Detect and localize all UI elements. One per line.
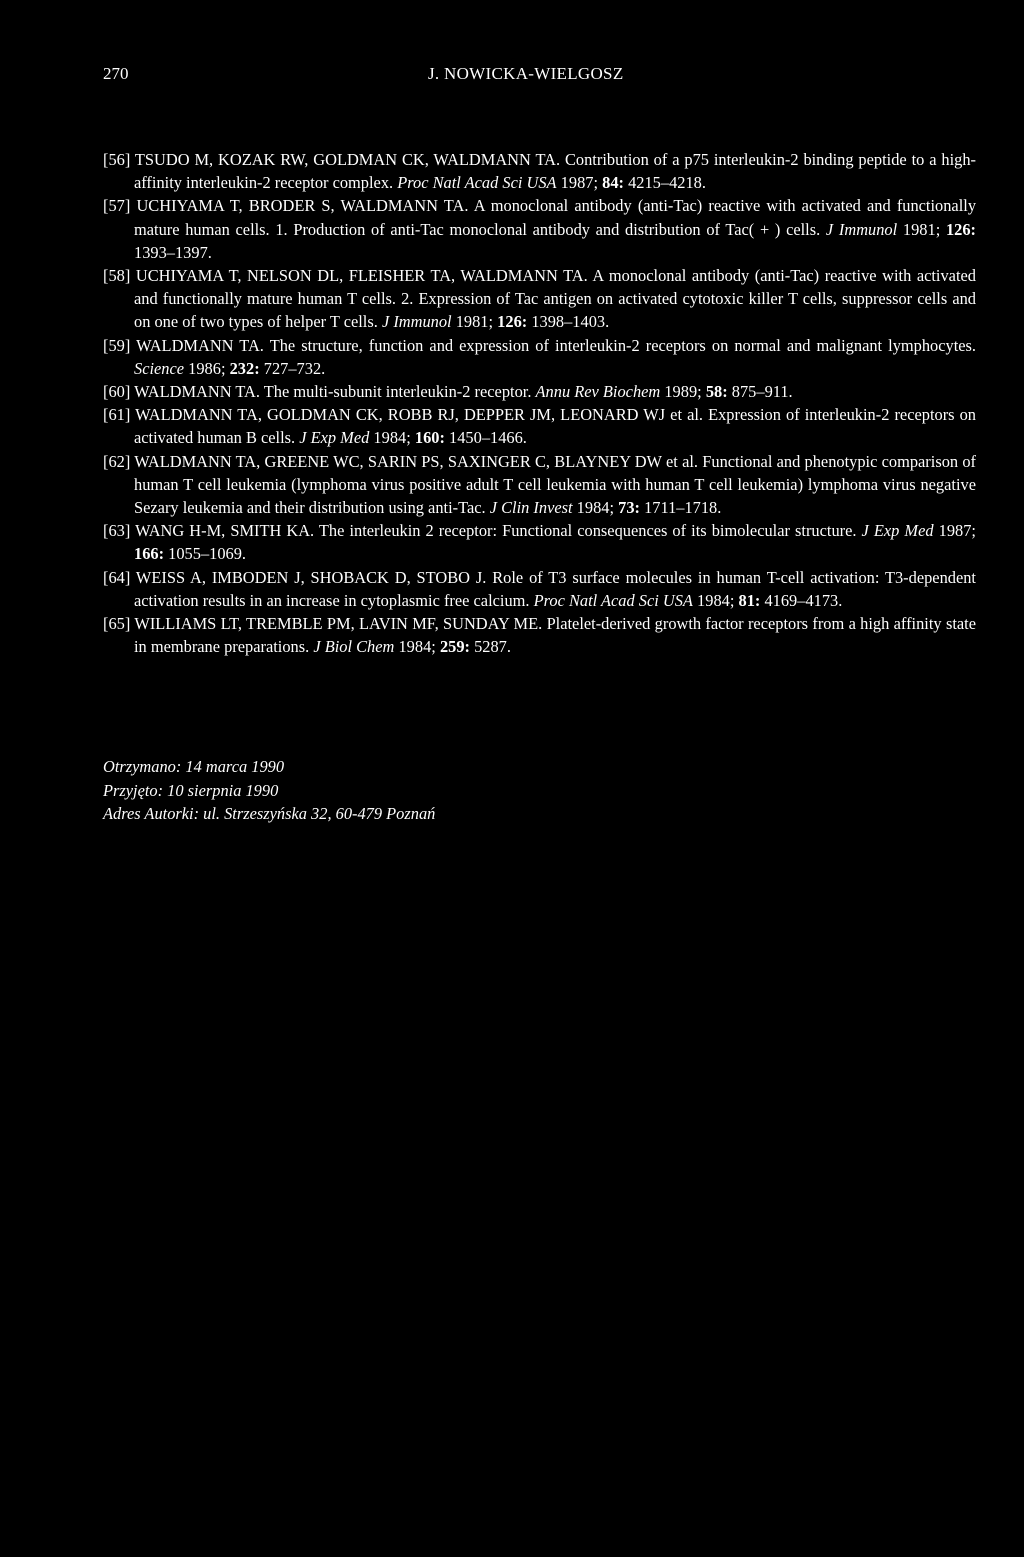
reference-volume: 58: (705, 382, 728, 402)
reference-year: 1989; (664, 382, 702, 402)
reference-title: The multi-subunit interleukin-2 receptor. (263, 382, 532, 402)
reference-year: 1981; (455, 312, 494, 332)
reference-pages: 1393–1397. (134, 242, 212, 262)
reference-authors: [58] UCHIYAMA T, NELSON DL, FLEISHER TA, WALDMANN TA. (103, 266, 588, 286)
reference-65 (103, 612, 976, 658)
reference-journal: J Exp Med (299, 428, 370, 448)
reference-year: 1984; (398, 637, 436, 657)
reference-volume: 232: (229, 358, 260, 378)
reference-year: 1987; (560, 173, 599, 193)
reference-journal: Annu Rev Biochem (535, 382, 661, 402)
running-title: J. NOWICKA-WIELGOSZ (428, 64, 624, 83)
reference-authors: [63] WANG H-M, SMITH KA. (103, 521, 315, 541)
reference-journal: Proc Natl Acad Sci USA (533, 590, 693, 610)
reference-title: The interleukin 2 receptor: Functional consequences of its bimolecular structure. (318, 521, 857, 541)
reference-volume: 84: (602, 173, 624, 193)
reference-year: 1984; (373, 428, 411, 448)
running-head (103, 64, 923, 90)
reference-authors: [60] WALDMANN TA. (103, 382, 260, 402)
reference-authors: [62] WALDMANN TA, GREENE WC, SARIN PS, SAXINGER C, BLAYNEY DW et al. (103, 451, 698, 471)
reference-61 (103, 403, 976, 449)
reference-journal: Proc Natl Acad Sci USA (397, 173, 557, 193)
reference-pages: 5287. (474, 637, 511, 657)
reference-63 (103, 519, 976, 565)
reference-58 (103, 264, 976, 334)
reference-56 (103, 148, 976, 194)
article-footer (103, 755, 803, 826)
reference-pages: 875–911. (731, 382, 793, 402)
reference-volume: 126: (497, 312, 528, 332)
reference-year: 1986; (188, 358, 226, 378)
reference-title: Platelet-derived growth factor receptors from a high affinity state in membrane preparations. (134, 614, 976, 657)
reference-pages: 1450–1466. (449, 428, 527, 448)
reference-title: Functional and phenotypic comparison of human T cell leukemia (lymphoma virus positive adult T cell leukemia with human T cell leukemia) lymphoma virus negative Sezary leukemia and their distribution using anti-Tac. (134, 451, 976, 518)
received-date: Otrzymano: 14 marca 1990 (103, 757, 285, 776)
reference-pages: 727–732. (263, 358, 326, 378)
reference-59 (103, 334, 976, 380)
reference-57 (103, 194, 976, 264)
reference-journal: J Clin Invest (489, 498, 573, 518)
reference-year: 1984; (697, 590, 735, 610)
reference-volume: 81: (738, 590, 761, 610)
reference-pages: 1711–1718. (644, 498, 722, 518)
reference-journal: J Biol Chem (313, 637, 395, 657)
accepted-date: Przyjęto: 10 sierpnia 1990 (103, 780, 279, 800)
reference-list (103, 148, 976, 658)
reference-title: The structure, function and expression of interleukin-2 receptors on normal and malignant lymphocytes. (269, 335, 977, 355)
reference-authors: [59] WALDMANN TA. (103, 335, 264, 355)
reference-volume: 166: (134, 544, 165, 564)
reference-title: Contribution of a p75 interleukin-2 binding peptide to a high-affinity interleukin-2 receptor complex. (134, 150, 976, 193)
reference-title: Expression of interleukin-2 receptors on activated human B cells. (134, 405, 976, 448)
reference-pages: 1398–1403. (531, 312, 610, 332)
reference-pages: 4215–4218. (628, 173, 706, 193)
reference-volume: 126: (945, 219, 977, 239)
reference-year: 1984; (576, 498, 615, 518)
reference-volume: 259: (439, 637, 470, 657)
reference-year: 1981; (902, 219, 941, 239)
reference-authors: [65] WILLIAMS LT, TREMBLE PM, LAVIN MF, SUNDAY ME. (103, 614, 543, 634)
reference-64 (103, 566, 976, 612)
reference-62 (103, 450, 976, 520)
reference-journal: J Exp Med (861, 521, 934, 541)
reference-volume: 73: (618, 498, 640, 518)
page-number: 270 (103, 64, 129, 83)
reference-journal: J Immunol (825, 219, 898, 239)
reference-journal: Science (134, 358, 185, 378)
reference-title: A monoclonal antibody (anti-Tac) reactive with activated and functionally mature human cells. 1. Production of anti-Tac monoclonal antibody and distribution of Tac( + ) cells. (134, 196, 977, 239)
reference-authors: [64] WEISS A, IMBODEN J, SHOBACK D, STOBO J. (103, 567, 487, 587)
reference-pages: 1055–1069. (168, 544, 247, 564)
reference-journal: J Immunol (381, 312, 452, 332)
reference-60 (103, 380, 976, 403)
reference-pages: 4169–4173. (764, 590, 843, 610)
reference-volume: 160: (414, 428, 445, 448)
author-address: Adres Autorki: ul. Strzeszyńska 32, 60-479 Poznań (103, 804, 436, 823)
reference-title: A monoclonal antibody (anti-Tac) reactive with activated and functionally mature human T cells. 2. Expression of Tac antigen on activated cytotoxic killer T cells, suppressor cells and on one of two types of helper T cells. (134, 266, 976, 332)
reference-authors: [61] WALDMANN TA, GOLDMAN CK, ROBB RJ, DEPPER JM, LEONARD WJ et al. (103, 405, 704, 425)
reference-year: 1987; (938, 521, 976, 541)
reference-authors: [56] TSUDO M, KOZAK RW, GOLDMAN CK, WALDMANN TA. (103, 150, 561, 169)
reference-authors: [57] UCHIYAMA T, BRODER S, WALDMANN TA. (103, 196, 469, 216)
reference-title: Role of T3 surface molecules in human T-cell activation: T3-dependent activation results in an increase in cytoplasmic free calcium. (134, 567, 976, 610)
